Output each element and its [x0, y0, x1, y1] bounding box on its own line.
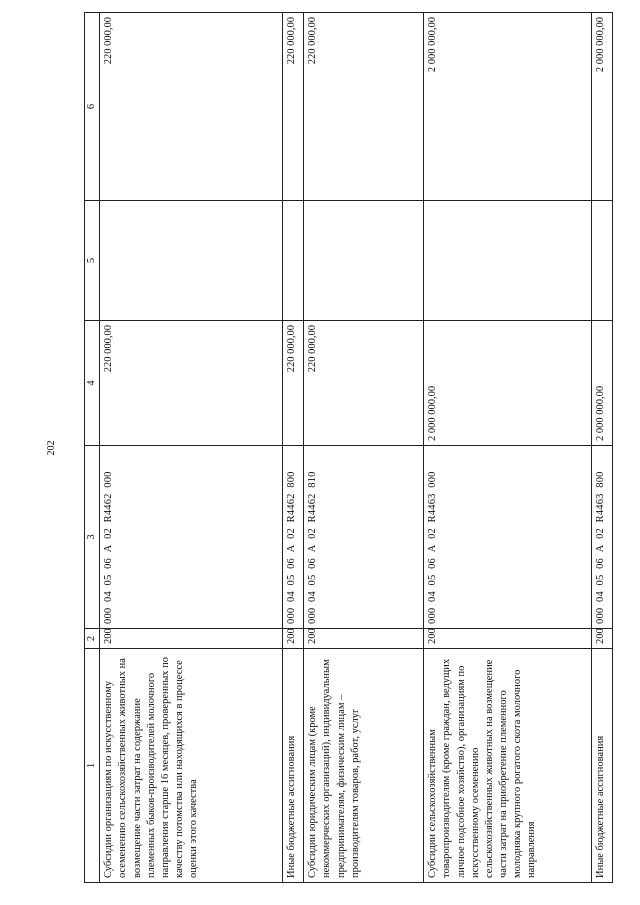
header-col-1: 1: [85, 649, 100, 883]
row-kbk: 000 04 05 06 А 02 R4462 000: [100, 446, 283, 629]
row-sum-col4: 220 000,00: [100, 321, 283, 446]
row-kbk: 000 04 05 06 А 02 R4463 800: [592, 446, 613, 629]
table-header-row: [85, 13, 100, 883]
row-code: 200: [304, 629, 424, 649]
row-sum-col6: 2 000 000,00: [592, 13, 613, 201]
rotated-page-content: [84, 13, 607, 883]
row-sum-col4: 2 000 000,00: [592, 321, 613, 446]
row-sum-col6: 220 000,00: [100, 13, 283, 201]
row-code: 200: [592, 629, 613, 649]
row-kbk: 000 04 05 06 А 02 R4462 800: [283, 446, 304, 629]
row-sum-col4: 220 000,00: [304, 321, 424, 446]
row-code: 200: [424, 629, 592, 649]
row-col5: [100, 201, 283, 321]
row-sum-col6: 220 000,00: [283, 13, 304, 201]
row-name: Иные бюджетные ассигнования: [283, 649, 304, 883]
row-name: Субсидии сельскохозяйственным товаропроизводителям (кроме граждан, ведущих личное подсобное хозяйство), организациям по искусственному осеменению сельскохозяйственных животных на возмещение части затрат на приобретение племенного молодняка крупного рогатого скота молочного направления: [424, 649, 592, 883]
row-kbk: 000 04 05 06 А 02 R4463 000: [424, 446, 592, 629]
budget-table: [84, 12, 613, 883]
row-col5: [424, 201, 592, 321]
row-name: Субсидии организациям по искусственному осеменению сельскохозяйственных животных на возмещение части затрат на содержание племенных быков-производителей молочного направления старше 16 месяцев, проверенных по качеству потомства или находящихся в процессе оценки этого качества: [100, 649, 283, 883]
header-col-3: 3: [85, 446, 100, 629]
header-col-4: 4: [85, 321, 100, 446]
header-col-2: 2: [85, 629, 100, 649]
row-name: Иные бюджетные ассигнования: [592, 649, 613, 883]
row-code: 200: [283, 629, 304, 649]
table-row: [424, 13, 592, 883]
row-sum-col6: 220 000,00: [304, 13, 424, 201]
page-number: 202: [46, 440, 57, 456]
row-col5: [283, 201, 304, 321]
row-col5: [304, 201, 424, 321]
row-name: Субсидии юридическим лицам (кроме некоммерческих организаций), индивидуальным предпринимателям, физическим лицам – производителям товаров, работ, услуг: [304, 649, 424, 883]
table-row: [100, 13, 283, 883]
table-row: [283, 13, 304, 883]
row-col5: [592, 201, 613, 321]
header-col-5: 5: [85, 201, 100, 321]
row-kbk: 000 04 05 06 А 02 R4462 810: [304, 446, 424, 629]
row-code: 200: [100, 629, 283, 649]
table-row: [304, 13, 424, 883]
row-sum-col4: 220 000,00: [283, 321, 304, 446]
row-sum-col4: 2 000 000,00: [424, 321, 592, 446]
row-sum-col6: 2 000 000,00: [424, 13, 592, 201]
table-row: [592, 13, 613, 883]
header-col-6: 6: [85, 13, 100, 201]
